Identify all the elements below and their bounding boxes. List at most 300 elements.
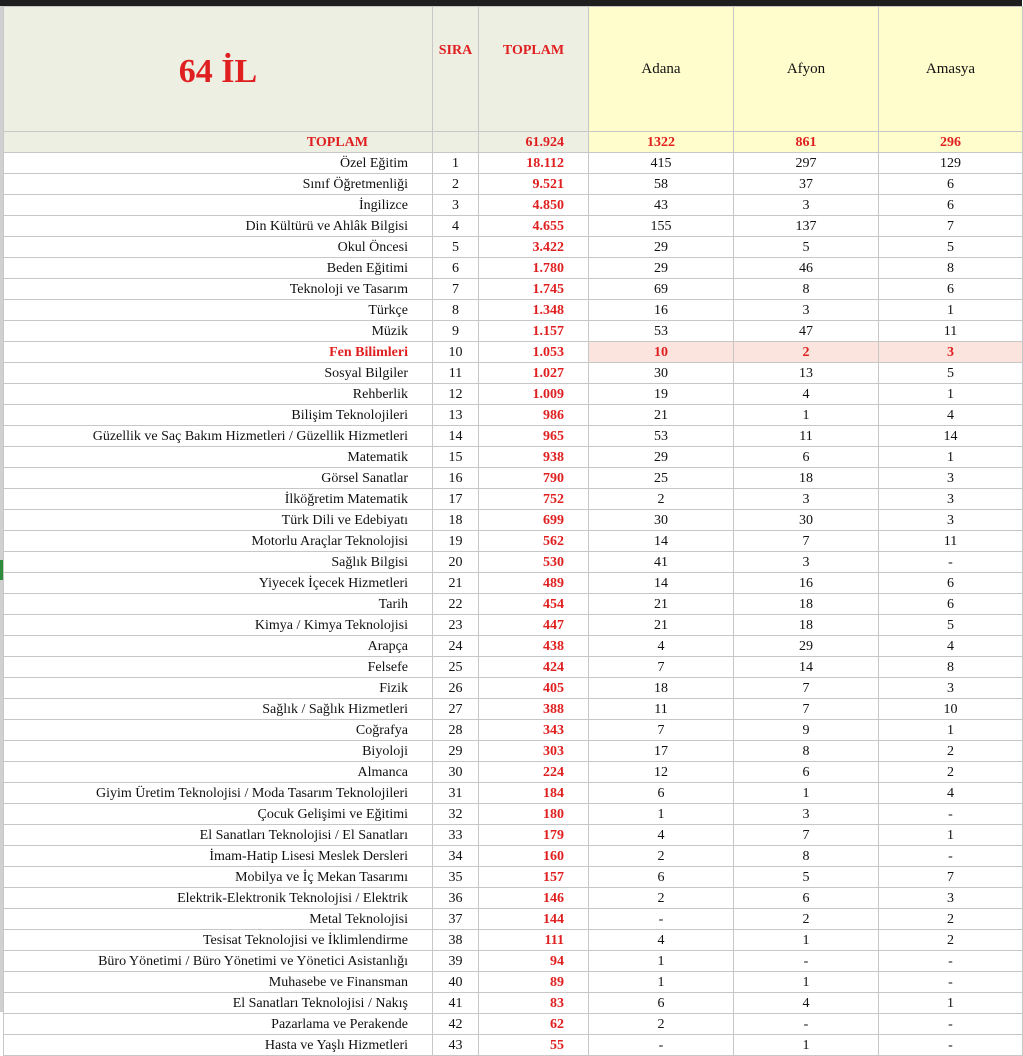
row-toplam-cell[interactable]: 965 xyxy=(479,426,589,447)
row-adana-cell[interactable]: 18 xyxy=(589,678,734,699)
row-adana-cell[interactable]: 30 xyxy=(589,510,734,531)
row-afyon-cell[interactable]: 9 xyxy=(734,720,879,741)
row-toplam-cell[interactable]: 9.521 xyxy=(479,174,589,195)
row-toplam-cell[interactable]: 224 xyxy=(479,762,589,783)
row-afyon-cell[interactable]: 7 xyxy=(734,678,879,699)
row-afyon-cell[interactable]: 1 xyxy=(734,930,879,951)
table-row xyxy=(4,825,1023,846)
row-amasya-cell[interactable]: 4 xyxy=(879,405,1023,426)
row-sira-cell[interactable]: 15 xyxy=(433,447,479,468)
row-adana-cell[interactable]: 155 xyxy=(589,216,734,237)
row-sira-cell[interactable]: 36 xyxy=(433,888,479,909)
table-row xyxy=(4,846,1023,867)
row-name-cell[interactable]: Bilişim Teknolojileri xyxy=(4,405,433,426)
row-sira-cell[interactable]: 18 xyxy=(433,510,479,531)
row-adana-cell[interactable]: 29 xyxy=(589,237,734,258)
row-toplam-cell[interactable]: 146 xyxy=(479,888,589,909)
row-afyon-cell[interactable]: 5 xyxy=(734,867,879,888)
col-header-sira[interactable]: SIRA xyxy=(433,7,479,132)
row-adana-cell[interactable]: 25 xyxy=(589,468,734,489)
row-toplam-cell[interactable]: 89 xyxy=(479,972,589,993)
row-name-cell[interactable]: Matematik xyxy=(4,447,433,468)
table-row xyxy=(4,888,1023,909)
table-row xyxy=(4,594,1023,615)
row-amasya-cell[interactable]: 2 xyxy=(879,741,1023,762)
row-amasya-cell[interactable]: 2 xyxy=(879,930,1023,951)
row-afyon-cell[interactable]: 3 xyxy=(734,804,879,825)
row-name-cell[interactable]: El Sanatları Teknolojisi / Nakış xyxy=(4,993,433,1014)
row-amasya-cell[interactable]: 1 xyxy=(879,993,1023,1014)
row-name-cell[interactable]: Sağlık / Sağlık Hizmetleri xyxy=(4,699,433,720)
row-amasya-cell[interactable]: 2 xyxy=(879,909,1023,930)
row-toplam-cell[interactable]: 83 xyxy=(479,993,589,1014)
row-afyon-cell[interactable]: 37 xyxy=(734,174,879,195)
row-afyon-cell[interactable]: 2 xyxy=(734,342,879,363)
row-adana-cell[interactable]: 4 xyxy=(589,636,734,657)
row-sira-cell[interactable]: 35 xyxy=(433,867,479,888)
row-sira-cell[interactable]: 37 xyxy=(433,909,479,930)
row-afyon-cell[interactable]: - xyxy=(734,951,879,972)
row-afyon-cell[interactable]: 7 xyxy=(734,531,879,552)
table-row xyxy=(4,951,1023,972)
row-afyon-cell[interactable]: 3 xyxy=(734,552,879,573)
row-name-cell[interactable]: Mobilya ve İç Mekan Tasarımı xyxy=(4,867,433,888)
row-name-cell[interactable]: Fizik xyxy=(4,678,433,699)
row-afyon-cell[interactable]: 137 xyxy=(734,216,879,237)
total-afyon-cell[interactable]: 861 xyxy=(734,132,879,153)
row-afyon-cell[interactable]: 8 xyxy=(734,279,879,300)
row-sira-cell[interactable]: 8 xyxy=(433,300,479,321)
row-amasya-cell[interactable]: - xyxy=(879,951,1023,972)
row-name-cell[interactable]: Beden Eğitimi xyxy=(4,258,433,279)
row-amasya-cell[interactable]: 6 xyxy=(879,174,1023,195)
row-sira-cell[interactable]: 29 xyxy=(433,741,479,762)
row-sira-cell[interactable]: 19 xyxy=(433,531,479,552)
row-toplam-cell[interactable]: 157 xyxy=(479,867,589,888)
row-name-cell[interactable]: Türkçe xyxy=(4,300,433,321)
table-row xyxy=(4,174,1023,195)
row-adana-cell[interactable]: 17 xyxy=(589,741,734,762)
row-adana-cell[interactable]: 415 xyxy=(589,153,734,174)
row-toplam-cell[interactable]: 530 xyxy=(479,552,589,573)
row-sira-cell[interactable]: 14 xyxy=(433,426,479,447)
row-sira-cell[interactable]: 33 xyxy=(433,825,479,846)
row-afyon-cell[interactable]: 7 xyxy=(734,699,879,720)
row-amasya-cell[interactable]: - xyxy=(879,804,1023,825)
row-sira-cell[interactable]: 13 xyxy=(433,405,479,426)
row-adana-cell[interactable]: 41 xyxy=(589,552,734,573)
row-afyon-cell[interactable]: 13 xyxy=(734,363,879,384)
row-adana-cell[interactable]: - xyxy=(589,1035,734,1056)
row-sira-cell[interactable]: 30 xyxy=(433,762,479,783)
col-header-afyon[interactable]: Afyon xyxy=(734,7,879,132)
row-sira-cell[interactable]: 1 xyxy=(433,153,479,174)
row-amasya-cell[interactable]: 11 xyxy=(879,321,1023,342)
row-amasya-cell[interactable]: 6 xyxy=(879,573,1023,594)
row-adana-cell[interactable]: 2 xyxy=(589,888,734,909)
row-afyon-cell[interactable]: 18 xyxy=(734,468,879,489)
row-sira-cell[interactable]: 4 xyxy=(433,216,479,237)
table-row xyxy=(4,909,1023,930)
row-name-cell[interactable]: Elektrik-Elektronik Teknolojisi / Elektrik xyxy=(4,888,433,909)
row-name-cell[interactable]: Okul Öncesi xyxy=(4,237,433,258)
total-sira-cell[interactable] xyxy=(433,132,479,153)
row-adana-cell[interactable]: 4 xyxy=(589,825,734,846)
row-sira-cell[interactable]: 28 xyxy=(433,720,479,741)
table-row xyxy=(4,447,1023,468)
row-name-cell[interactable]: Rehberlik xyxy=(4,384,433,405)
row-name-cell[interactable]: Biyoloji xyxy=(4,741,433,762)
row-adana-cell[interactable]: 19 xyxy=(589,384,734,405)
row-toplam-cell[interactable]: 454 xyxy=(479,594,589,615)
row-toplam-cell[interactable]: 303 xyxy=(479,741,589,762)
row-name-cell[interactable]: Güzellik ve Saç Bakım Hizmetleri / Güzellik Hizmetleri xyxy=(4,426,433,447)
table-row xyxy=(4,741,1023,762)
table-row xyxy=(4,972,1023,993)
row-afyon-cell[interactable]: 8 xyxy=(734,846,879,867)
row-toplam-cell[interactable]: 4.850 xyxy=(479,195,589,216)
row-name-cell[interactable]: Sağlık Bilgisi xyxy=(4,552,433,573)
row-afyon-cell[interactable]: - xyxy=(734,1014,879,1035)
row-amasya-cell[interactable]: 7 xyxy=(879,216,1023,237)
row-amasya-cell[interactable]: 6 xyxy=(879,279,1023,300)
row-afyon-cell[interactable]: 1 xyxy=(734,405,879,426)
row-toplam-cell[interactable]: 1.780 xyxy=(479,258,589,279)
row-amasya-cell[interactable]: 3 xyxy=(879,678,1023,699)
row-sira-cell[interactable]: 43 xyxy=(433,1035,479,1056)
table-row xyxy=(4,993,1023,1014)
row-afyon-cell[interactable]: 11 xyxy=(734,426,879,447)
row-name-cell[interactable]: Motorlu Araçlar Teknolojisi xyxy=(4,531,433,552)
row-afyon-cell[interactable]: 18 xyxy=(734,615,879,636)
row-amasya-cell[interactable]: 1 xyxy=(879,384,1023,405)
row-toplam-cell[interactable]: 4.655 xyxy=(479,216,589,237)
row-amasya-cell[interactable]: 7 xyxy=(879,867,1023,888)
row-adana-cell[interactable]: 21 xyxy=(589,594,734,615)
row-adana-cell[interactable]: 29 xyxy=(589,258,734,279)
row-amasya-cell[interactable]: 1 xyxy=(879,825,1023,846)
row-amasya-cell[interactable]: 6 xyxy=(879,594,1023,615)
row-adana-cell[interactable]: 6 xyxy=(589,867,734,888)
row-sira-cell[interactable]: 3 xyxy=(433,195,479,216)
row-amasya-cell[interactable]: 4 xyxy=(879,636,1023,657)
row-adana-cell[interactable]: 69 xyxy=(589,279,734,300)
table-row xyxy=(4,636,1023,657)
row-toplam-cell[interactable]: 1.157 xyxy=(479,321,589,342)
row-adana-cell[interactable]: 6 xyxy=(589,993,734,1014)
row-toplam-cell[interactable]: 1.009 xyxy=(479,384,589,405)
row-sira-cell[interactable]: 42 xyxy=(433,1014,479,1035)
row-name-cell[interactable]: Sosyal Bilgiler xyxy=(4,363,433,384)
row-adana-cell[interactable]: 58 xyxy=(589,174,734,195)
row-afyon-cell[interactable]: 3 xyxy=(734,300,879,321)
row-amasya-cell[interactable]: - xyxy=(879,1014,1023,1035)
row-name-cell[interactable]: Teknoloji ve Tasarım xyxy=(4,279,433,300)
row-adana-cell[interactable]: 2 xyxy=(589,846,734,867)
row-afyon-cell[interactable]: 6 xyxy=(734,888,879,909)
row-name-cell[interactable]: Görsel Sanatlar xyxy=(4,468,433,489)
row-toplam-cell[interactable]: 489 xyxy=(479,573,589,594)
row-afyon-cell[interactable]: 4 xyxy=(734,993,879,1014)
row-amasya-cell[interactable]: 5 xyxy=(879,615,1023,636)
col-header-adana[interactable]: Adana xyxy=(589,7,734,132)
row-sira-cell[interactable]: 11 xyxy=(433,363,479,384)
table-row xyxy=(4,216,1023,237)
row-sira-cell[interactable]: 16 xyxy=(433,468,479,489)
row-afyon-cell[interactable]: 4 xyxy=(734,384,879,405)
row-name-cell[interactable]: Yiyecek İçecek Hizmetleri xyxy=(4,573,433,594)
row-name-cell[interactable]: El Sanatları Teknolojisi / El Sanatları xyxy=(4,825,433,846)
row-adana-cell[interactable]: 7 xyxy=(589,720,734,741)
row-name-cell[interactable]: Arapça xyxy=(4,636,433,657)
table-row xyxy=(4,804,1023,825)
row-toplam-cell[interactable]: 184 xyxy=(479,783,589,804)
row-toplam-cell[interactable]: 986 xyxy=(479,405,589,426)
row-adana-cell[interactable]: 21 xyxy=(589,405,734,426)
row-toplam-cell[interactable]: 343 xyxy=(479,720,589,741)
row-toplam-cell[interactable]: 447 xyxy=(479,615,589,636)
row-adana-cell[interactable]: 7 xyxy=(589,657,734,678)
row-sira-cell[interactable]: 7 xyxy=(433,279,479,300)
table-row xyxy=(4,552,1023,573)
row-toplam-cell[interactable]: 1.027 xyxy=(479,363,589,384)
row-sira-cell[interactable]: 12 xyxy=(433,384,479,405)
row-name-cell[interactable]: İlköğretim Matematik xyxy=(4,489,433,510)
row-name-cell[interactable]: Çocuk Gelişimi ve Eğitimi xyxy=(4,804,433,825)
row-toplam-cell[interactable]: 55 xyxy=(479,1035,589,1056)
table-title: 64 İL xyxy=(4,7,433,132)
row-sira-cell[interactable]: 22 xyxy=(433,594,479,615)
row-sira-cell[interactable]: 9 xyxy=(433,321,479,342)
row-toplam-cell[interactable]: 405 xyxy=(479,678,589,699)
row-name-cell[interactable]: Pazarlama ve Perakende xyxy=(4,1014,433,1035)
row-sira-cell[interactable]: 25 xyxy=(433,657,479,678)
row-afyon-cell[interactable]: 46 xyxy=(734,258,879,279)
row-sira-cell[interactable]: 40 xyxy=(433,972,479,993)
row-name-cell[interactable]: Tarih xyxy=(4,594,433,615)
total-label[interactable]: TOPLAM xyxy=(4,132,433,153)
row-afyon-cell[interactable]: 1 xyxy=(734,972,879,993)
row-toplam-cell[interactable]: 62 xyxy=(479,1014,589,1035)
row-amasya-cell[interactable]: 14 xyxy=(879,426,1023,447)
row-toplam-cell[interactable]: 388 xyxy=(479,699,589,720)
row-toplam-cell[interactable]: 424 xyxy=(479,657,589,678)
row-name-cell[interactable]: Büro Yönetimi / Büro Yönetimi ve Yönetici Asistanlığı xyxy=(4,951,433,972)
row-adana-cell[interactable]: 1 xyxy=(589,972,734,993)
row-name-cell[interactable]: İmam-Hatip Lisesi Meslek Dersleri xyxy=(4,846,433,867)
row-afyon-cell[interactable]: 8 xyxy=(734,741,879,762)
row-toplam-cell[interactable]: 18.112 xyxy=(479,153,589,174)
table-row xyxy=(4,531,1023,552)
row-adana-cell[interactable]: 4 xyxy=(589,930,734,951)
row-amasya-cell[interactable]: 4 xyxy=(879,783,1023,804)
row-name-cell[interactable]: Felsefe xyxy=(4,657,433,678)
row-toplam-cell[interactable]: 438 xyxy=(479,636,589,657)
row-toplam-cell[interactable]: 790 xyxy=(479,468,589,489)
table-row xyxy=(4,342,1023,363)
row-amasya-cell[interactable]: - xyxy=(879,1035,1023,1056)
row-adana-cell[interactable]: 11 xyxy=(589,699,734,720)
row-afyon-cell[interactable]: 297 xyxy=(734,153,879,174)
row-adana-cell[interactable]: 21 xyxy=(589,615,734,636)
row-name-cell[interactable]: Giyim Üretim Teknolojisi / Moda Tasarım Teknolojileri xyxy=(4,783,433,804)
row-amasya-cell[interactable]: 3 xyxy=(879,888,1023,909)
row-afyon-cell[interactable]: 5 xyxy=(734,237,879,258)
row-sira-cell[interactable]: 26 xyxy=(433,678,479,699)
total-row xyxy=(4,132,1023,153)
row-sira-cell[interactable]: 32 xyxy=(433,804,479,825)
row-amasya-cell[interactable]: 6 xyxy=(879,195,1023,216)
row-amasya-cell[interactable]: 3 xyxy=(879,468,1023,489)
row-sira-cell[interactable]: 27 xyxy=(433,699,479,720)
row-toplam-cell[interactable]: 94 xyxy=(479,951,589,972)
row-amasya-cell[interactable]: 3 xyxy=(879,510,1023,531)
row-afyon-cell[interactable]: 3 xyxy=(734,195,879,216)
total-adana-cell[interactable]: 1322 xyxy=(589,132,734,153)
table-row xyxy=(4,573,1023,594)
row-adana-cell[interactable]: 29 xyxy=(589,447,734,468)
row-name-cell[interactable]: Muhasebe ve Finansman xyxy=(4,972,433,993)
row-name-cell[interactable]: Metal Teknolojisi xyxy=(4,909,433,930)
row-toplam-cell[interactable]: 111 xyxy=(479,930,589,951)
row-adana-cell[interactable]: 53 xyxy=(589,426,734,447)
row-adana-cell[interactable]: 1 xyxy=(589,804,734,825)
row-toplam-cell[interactable]: 699 xyxy=(479,510,589,531)
row-toplam-cell[interactable]: 752 xyxy=(479,489,589,510)
row-sira-cell[interactable]: 24 xyxy=(433,636,479,657)
row-toplam-cell[interactable]: 180 xyxy=(479,804,589,825)
row-amasya-cell[interactable]: 1 xyxy=(879,300,1023,321)
row-adana-cell[interactable]: 14 xyxy=(589,531,734,552)
row-adana-cell[interactable]: 2 xyxy=(589,1014,734,1035)
row-sira-cell[interactable]: 38 xyxy=(433,930,479,951)
row-afyon-cell[interactable]: 47 xyxy=(734,321,879,342)
total-amasya-cell[interactable]: 296 xyxy=(879,132,1023,153)
row-afyon-cell[interactable]: 1 xyxy=(734,1035,879,1056)
row-name-cell[interactable]: Müzik xyxy=(4,321,433,342)
table-row xyxy=(4,195,1023,216)
row-sira-cell[interactable]: 20 xyxy=(433,552,479,573)
table-row xyxy=(4,720,1023,741)
row-adana-cell[interactable]: 12 xyxy=(589,762,734,783)
row-sira-cell[interactable]: 31 xyxy=(433,783,479,804)
row-afyon-cell[interactable]: 3 xyxy=(734,489,879,510)
row-amasya-cell[interactable]: 5 xyxy=(879,237,1023,258)
row-amasya-cell[interactable]: 2 xyxy=(879,762,1023,783)
row-adana-cell[interactable]: 2 xyxy=(589,489,734,510)
table-row xyxy=(4,468,1023,489)
row-toplam-cell[interactable]: 144 xyxy=(479,909,589,930)
col-header-toplam[interactable]: TOPLAM xyxy=(479,7,589,132)
row-afyon-cell[interactable]: 16 xyxy=(734,573,879,594)
row-amasya-cell[interactable]: 3 xyxy=(879,489,1023,510)
row-amasya-cell[interactable]: 11 xyxy=(879,531,1023,552)
row-name-cell[interactable]: Kimya / Kimya Teknolojisi xyxy=(4,615,433,636)
row-sira-cell[interactable]: 39 xyxy=(433,951,479,972)
row-sira-cell[interactable]: 17 xyxy=(433,489,479,510)
table-row xyxy=(4,678,1023,699)
row-amasya-cell[interactable]: 8 xyxy=(879,657,1023,678)
row-sira-cell[interactable]: 2 xyxy=(433,174,479,195)
row-adana-cell[interactable]: 53 xyxy=(589,321,734,342)
row-amasya-cell[interactable]: 10 xyxy=(879,699,1023,720)
row-amasya-cell[interactable]: - xyxy=(879,846,1023,867)
row-afyon-cell[interactable]: 29 xyxy=(734,636,879,657)
row-sira-cell[interactable]: 5 xyxy=(433,237,479,258)
table-row xyxy=(4,1035,1023,1056)
row-name-cell[interactable]: Özel Eğitim xyxy=(4,153,433,174)
row-toplam-cell[interactable]: 562 xyxy=(479,531,589,552)
row-name-cell[interactable]: Türk Dili ve Edebiyatı xyxy=(4,510,433,531)
row-amasya-cell[interactable]: 1 xyxy=(879,447,1023,468)
row-name-cell[interactable]: Fen Bilimleri xyxy=(4,342,433,363)
col-header-amasya[interactable]: Amasya xyxy=(879,7,1023,132)
row-afyon-cell[interactable]: 2 xyxy=(734,909,879,930)
row-afyon-cell[interactable]: 30 xyxy=(734,510,879,531)
row-toplam-cell[interactable]: 1.745 xyxy=(479,279,589,300)
row-adana-cell[interactable]: 10 xyxy=(589,342,734,363)
table-row xyxy=(4,489,1023,510)
row-toplam-cell[interactable]: 160 xyxy=(479,846,589,867)
row-toplam-cell[interactable]: 938 xyxy=(479,447,589,468)
row-toplam-cell[interactable]: 1.348 xyxy=(479,300,589,321)
row-sira-cell[interactable]: 23 xyxy=(433,615,479,636)
row-afyon-cell[interactable]: 6 xyxy=(734,447,879,468)
row-name-cell[interactable]: Almanca xyxy=(4,762,433,783)
row-amasya-cell[interactable]: - xyxy=(879,972,1023,993)
row-toplam-cell[interactable]: 179 xyxy=(479,825,589,846)
row-afyon-cell[interactable]: 1 xyxy=(734,783,879,804)
row-toplam-cell[interactable]: 1.053 xyxy=(479,342,589,363)
row-afyon-cell[interactable]: 6 xyxy=(734,762,879,783)
table-row xyxy=(4,867,1023,888)
row-sira-cell[interactable]: 34 xyxy=(433,846,479,867)
row-afyon-cell[interactable]: 18 xyxy=(734,594,879,615)
row-sira-cell[interactable]: 21 xyxy=(433,573,479,594)
row-adana-cell[interactable]: 6 xyxy=(589,783,734,804)
row-adana-cell[interactable]: 16 xyxy=(589,300,734,321)
row-sira-cell[interactable]: 6 xyxy=(433,258,479,279)
row-sira-cell[interactable]: 10 xyxy=(433,342,479,363)
row-amasya-cell[interactable]: 3 xyxy=(879,342,1023,363)
row-amasya-cell[interactable]: 8 xyxy=(879,258,1023,279)
row-amasya-cell[interactable]: - xyxy=(879,552,1023,573)
row-adana-cell[interactable]: 43 xyxy=(589,195,734,216)
teacher-quota-table xyxy=(3,6,1023,1056)
row-afyon-cell[interactable]: 7 xyxy=(734,825,879,846)
row-toplam-cell[interactable]: 3.422 xyxy=(479,237,589,258)
table-row xyxy=(4,699,1023,720)
row-name-cell[interactable]: İngilizce xyxy=(4,195,433,216)
row-adana-cell[interactable]: - xyxy=(589,909,734,930)
total-toplam-cell[interactable]: 61.924 xyxy=(479,132,589,153)
row-name-cell[interactable]: Tesisat Teknolojisi ve İklimlendirme xyxy=(4,930,433,951)
table-row xyxy=(4,510,1023,531)
row-name-cell[interactable]: Coğrafya xyxy=(4,720,433,741)
row-afyon-cell[interactable]: 14 xyxy=(734,657,879,678)
row-adana-cell[interactable]: 30 xyxy=(589,363,734,384)
row-name-cell[interactable]: Sınıf Öğretmenliği xyxy=(4,174,433,195)
row-amasya-cell[interactable]: 1 xyxy=(879,720,1023,741)
table-row xyxy=(4,300,1023,321)
row-amasya-cell[interactable]: 129 xyxy=(879,153,1023,174)
row-amasya-cell[interactable]: 5 xyxy=(879,363,1023,384)
row-name-cell[interactable]: Din Kültürü ve Ahlâk Bilgisi xyxy=(4,216,433,237)
row-adana-cell[interactable]: 1 xyxy=(589,951,734,972)
row-sira-cell[interactable]: 41 xyxy=(433,993,479,1014)
row-name-cell[interactable]: Hasta ve Yaşlı Hizmetleri xyxy=(4,1035,433,1056)
row-adana-cell[interactable]: 14 xyxy=(589,573,734,594)
